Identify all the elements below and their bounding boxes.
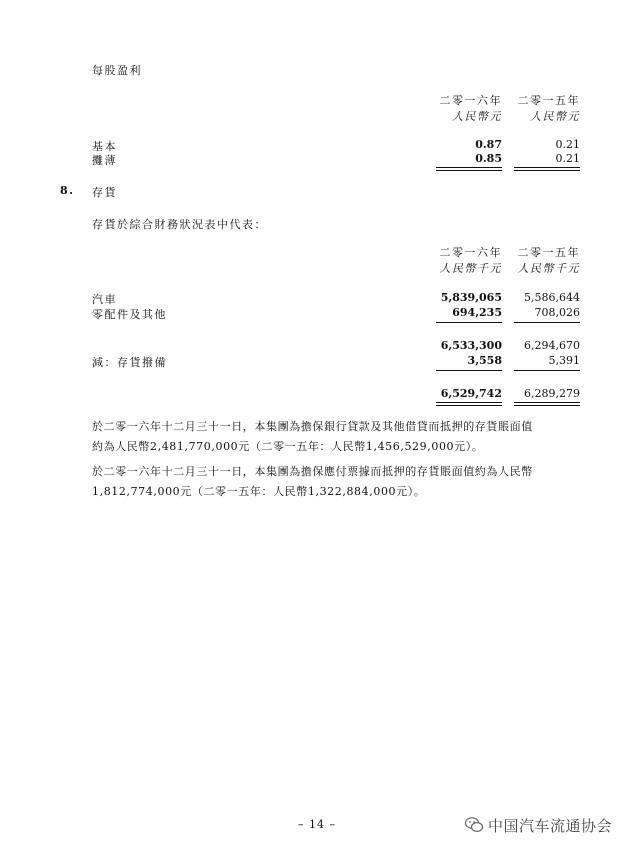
inv-col-2015-unit: 人民幣千元 xyxy=(517,262,580,275)
pledge-note-line: 約為人民幣2,481,770,000元（二零一五年：人民幣1,456,529,000元）。 xyxy=(92,440,484,453)
pledge-note-line: 於二零一六年十二月三十一日，本集團為擔保應付票據而抵押的存貨賬面值約為人民幣 xyxy=(92,465,533,478)
inv-col-2015-year: 二零一五年 xyxy=(517,246,580,259)
eps-col-2016-unit: 人民幣元 xyxy=(452,110,502,123)
section-title: 存貨 xyxy=(92,186,117,199)
page-number: – 14 – xyxy=(298,818,336,831)
eps-col-2015-unit: 人民幣元 xyxy=(530,110,580,123)
inv-col-2016-year: 二零一六年 xyxy=(439,246,502,259)
pledge-note-bank-loans xyxy=(92,417,592,457)
pledge-note-line: 1,812,774,000元（二零一五年：人民幣1,322,884,000元）。 xyxy=(92,485,426,498)
inv-row-value-2016: 5,839,065 xyxy=(440,291,502,304)
subtotal-rule-2016 xyxy=(436,322,502,323)
eps-row-value-2016: 0.87 xyxy=(475,138,502,151)
inventory-intro: 存貨於綜合財務狀況表中代表： xyxy=(92,218,267,231)
subtotal-rule-2015 xyxy=(514,322,580,323)
eps-double-rule-2016 xyxy=(436,167,502,171)
inv-row-value-2015: 708,026 xyxy=(534,306,580,319)
total-double-rule-2016 xyxy=(436,402,502,406)
inv-row-label: 零配件及其他 xyxy=(92,308,167,321)
eps-row-value-2015: 0.21 xyxy=(555,152,580,165)
inv-row-value-2015: 5,586,644 xyxy=(524,291,580,304)
total-double-rule-2015 xyxy=(514,402,580,406)
provision-label: 減：存貨撥備 xyxy=(92,356,167,369)
pledge-note-line: 於二零一六年十二月三十一日，本集團為擔保銀行貸款及其他借貸而抵押的存貨賬面值 xyxy=(92,420,533,433)
total-rule-2016 xyxy=(436,370,502,371)
eps-row-label: 攤薄 xyxy=(92,154,117,167)
eps-double-rule-2015 xyxy=(514,167,580,171)
provision-value-2015: 5,391 xyxy=(548,354,580,367)
wechat-logo-icon xyxy=(464,815,484,835)
subtotal-value-2016: 6,533,300 xyxy=(440,339,502,352)
eps-col-2015-year: 二零一五年 xyxy=(517,94,580,107)
inv-row-label: 汽車 xyxy=(92,293,117,306)
total-value-2015: 6,289,279 xyxy=(524,387,580,400)
eps-row-label: 基本 xyxy=(92,140,117,153)
watermark-text: 中国汽车流通协会 xyxy=(488,817,613,835)
provision-value-2016: 3,558 xyxy=(467,354,502,367)
eps-col-2016-year: 二零一六年 xyxy=(439,94,502,107)
subtotal-value-2015: 6,294,670 xyxy=(524,339,580,352)
section-number: 8. xyxy=(60,184,75,197)
inv-col-2016-unit: 人民幣千元 xyxy=(439,262,502,275)
eps-heading: 每股盈利 xyxy=(92,64,142,77)
eps-row-value-2015: 0.21 xyxy=(555,138,580,151)
total-value-2016: 6,529,742 xyxy=(440,387,502,400)
pledge-note-bills-payable xyxy=(92,462,592,502)
total-rule-2015 xyxy=(514,370,580,371)
inv-row-value-2016: 694,235 xyxy=(452,306,502,319)
eps-row-value-2016: 0.85 xyxy=(475,152,502,165)
